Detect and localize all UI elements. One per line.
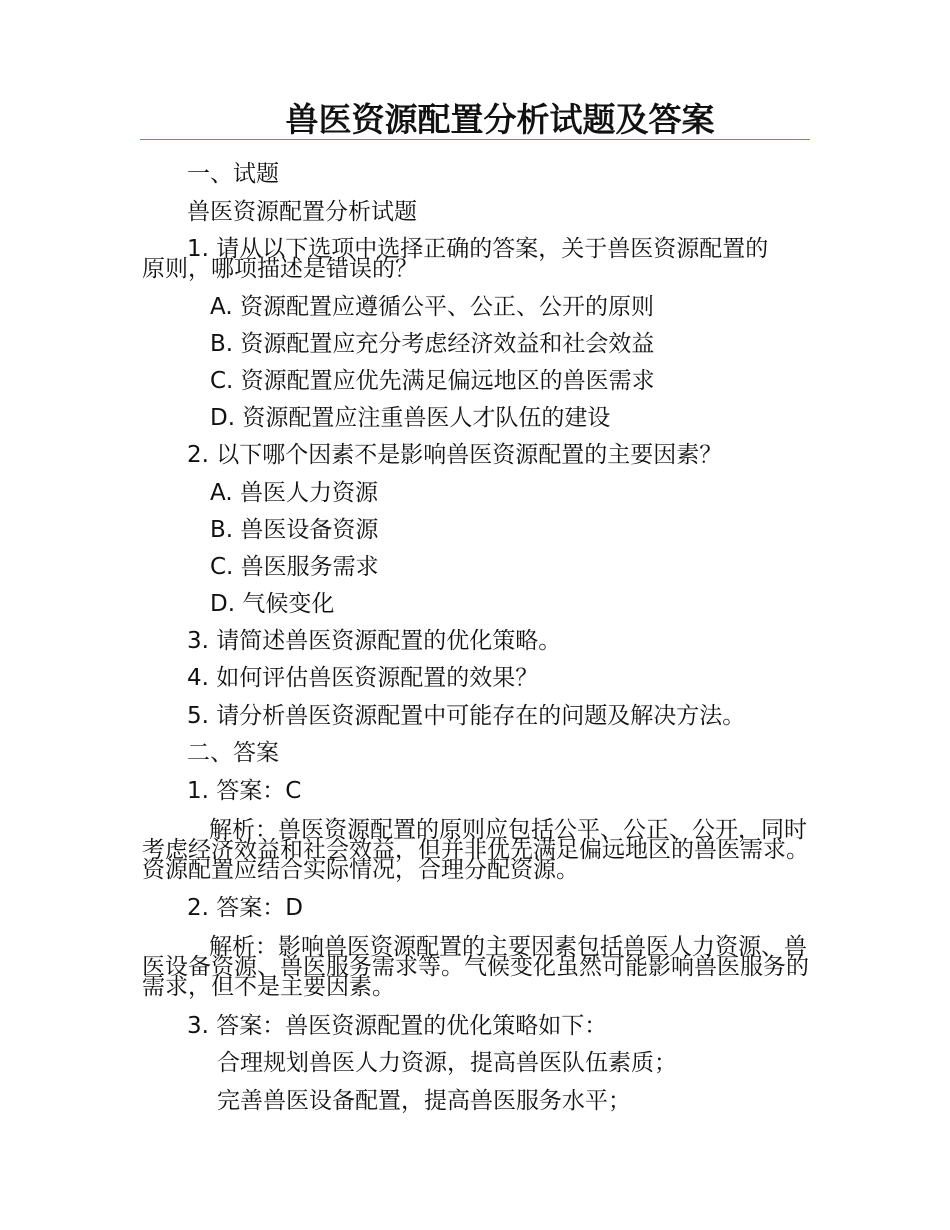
question-1-line-2: 原则，哪项描述是错误的？	[142, 256, 418, 282]
question-2-option-c: C. 兽医服务需求	[210, 554, 379, 580]
section-heading-answers: 二、答案	[187, 740, 279, 766]
answer-3: 3. 答案：兽医资源配置的优化策略如下：	[187, 1013, 608, 1039]
title-underline	[140, 139, 810, 140]
question-4: 4. 如何评估兽医资源配置的效果？	[187, 665, 539, 691]
section-heading-questions: 一、试题	[187, 161, 279, 187]
questions-subtitle: 兽医资源配置分析试题	[187, 199, 417, 225]
document-title: 兽医资源配置分析试题及答案	[285, 100, 715, 139]
answer-2: 2. 答案：D	[187, 895, 303, 921]
answer-1: 1. 答案：C	[187, 778, 302, 804]
answer-1-explanation: 解析：兽医资源配置的原则应包括公平、公正、公开，同时考虑经济效益和社会效益，但并非优先满足偏远地区的兽医需求。资源配置应结合实际情况，合理分配资源。	[142, 817, 809, 883]
question-2-option-b: B. 兽医设备资源	[210, 517, 379, 543]
question-3: 3. 请简述兽医资源配置的优化策略。	[187, 628, 562, 654]
question-2-option-d: D. 气候变化	[210, 591, 335, 617]
question-2: 2. 以下哪个因素不是影响兽医资源配置的主要因素？	[187, 442, 723, 468]
question-2-option-a: A. 兽医人力资源	[210, 480, 378, 506]
answer-3-strategy-1: 合理规划兽医人力资源，提高兽医队伍素质；	[217, 1050, 677, 1076]
question-1-option-b: B. 资源配置应充分考虑经济效益和社会效益	[210, 331, 655, 357]
question-1-option-c: C. 资源配置应优先满足偏远地区的兽医需求	[210, 368, 655, 394]
answer-3-strategy-2: 完善兽医设备配置，提高兽医服务水平；	[217, 1088, 631, 1114]
question-5: 5. 请分析兽医资源配置中可能存在的问题及解决方法。	[187, 703, 746, 729]
question-1-option-a: A. 资源配置应遵循公平、公正、公开的原则	[210, 294, 654, 320]
answer-2-explanation: 解析：影响兽医资源配置的主要因素包括兽医人力资源、兽医设备资源、兽医服务需求等。气候变化虽然可能影响兽医服务的需求，但不是主要因素。	[142, 934, 809, 1000]
question-1-option-d: D. 资源配置应注重兽医人才队伍的建设	[210, 405, 611, 431]
question-1-line-1: 1. 请从以下选项中选择正确的答案，关于兽医资源配置的	[187, 236, 769, 262]
